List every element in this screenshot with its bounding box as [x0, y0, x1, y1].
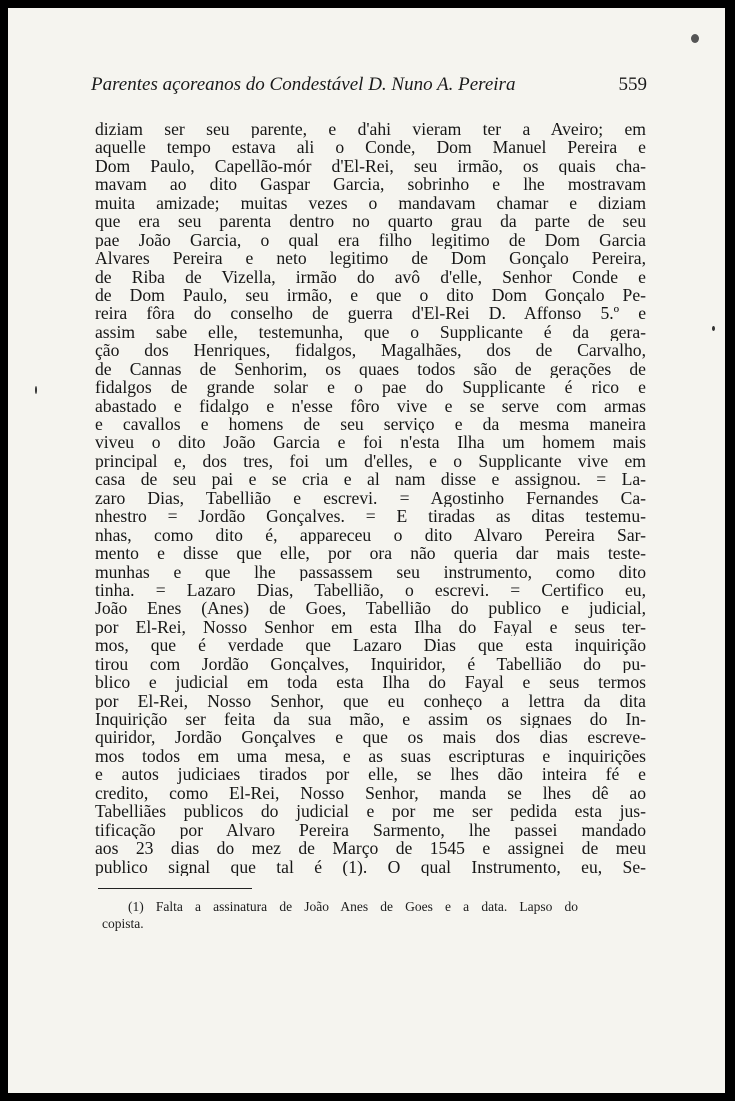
footnote-line: (1) Falta a assinatura de João Anes de Goes e a data. Lapso do	[128, 899, 578, 914]
text-line: mos todos em uma mesa, e as suas escripturas e inquirições	[95, 746, 646, 766]
book-page	[8, 8, 725, 1093]
page-number: 559	[618, 74, 647, 95]
text-line: credito, como El-Rei, Nosso Senhor, manda se lhes dê ao	[95, 783, 646, 803]
text-line: reira fôra do conselho de guerra d'El-Rei D. Affonso 5.º e	[95, 304, 646, 323]
ink-speck	[712, 326, 715, 331]
text-line: zaro Dias, Tabellião e escrevi. = Agostinho Fernandes Ca-	[95, 488, 646, 508]
text-line: tinha. = Lazaro Dias, Tabellião, o escrevi. = Certifico eu,	[95, 580, 646, 600]
text-line: e cavallos e homens de seu serviço e da mesma maneira	[95, 415, 646, 434]
scan-border-bottom	[0, 1093, 735, 1101]
text-line: quiridor, Jordão Gonçalves e que os mais dos dias escreve-	[95, 728, 646, 747]
text-line: fidalgos de grande solar e o pae do Supplicante é rico e	[95, 378, 646, 397]
text-line: e autos judiciaes tirados por elle, se lhes dão inteira fé e	[95, 765, 646, 784]
footnote	[102, 898, 578, 932]
text-line: pae João Garcia, o qual era filho legitimo de Dom Garcia	[95, 230, 646, 250]
text-line: nhestro = Jordão Gonçalves. = E tiradas as ditas testemu-	[95, 507, 646, 526]
text-line: abastado e fidalgo e n'esse fôro vive e se serve com armas	[95, 396, 646, 415]
text-line: nhas, como dito é, appareceu o dito Alvaro Pereira Sar-	[95, 525, 646, 545]
text-line: de Dom Paulo, seu irmão, e que o dito Dom Gonçalo Pe-	[95, 285, 646, 305]
text-line: por El-Rei, Nosso Senhor em esta Ilha do Fayal e seus ter-	[95, 617, 646, 637]
text-line: Tabelliães publicos do judicial e por me ser pedida esta jus-	[95, 802, 646, 821]
text-line: Inquirição ser feita da sua mão, e assim os signaes do In-	[95, 710, 646, 729]
text-line: de Riba de Vizella, irmão do avô d'elle, Senhor Conde e	[95, 267, 646, 286]
text-line: diziam ser seu parente, e d'ahi vieram ter a Aveiro; em	[95, 120, 646, 139]
text-line: de Cannas de Senhorim, os quaes todos são de gerações de	[95, 359, 646, 379]
text-line: principal e, dos tres, foi um d'elles, e o Supplicante vive em	[95, 451, 646, 471]
scan-border-right	[725, 0, 735, 1101]
ink-speck	[691, 34, 699, 43]
text-line: mento e disse que elle, por ora não queria dar mais teste-	[95, 544, 646, 563]
text-line: blico e judicial em toda esta Ilha do Fayal e seus termos	[95, 673, 646, 692]
text-line: que era seu parenta dentro no quarto grau da parte de seu	[95, 212, 646, 231]
text-line: Dom Paulo, Capellão-mór d'El-Rei, seu irmão, os quais cha-	[95, 156, 646, 176]
text-line: tirou com Jordão Gonçalves, Inquiridor, é Tabellião do pu-	[95, 654, 646, 674]
text-line: por El-Rei, Nosso Senhor, que eu conheço a lettra da dita	[95, 691, 646, 710]
ink-speck	[35, 386, 37, 394]
text-line: aquelle tempo estava ali o Conde, Dom Manuel Pereira e	[95, 138, 646, 157]
body-text	[95, 120, 646, 876]
footnote-line: copista.	[102, 916, 144, 931]
text-line: munhas e que lhe passassem seu instrumento, como dito	[95, 562, 646, 581]
footnote-rule	[98, 888, 252, 889]
text-line: viveu o dito João Garcia e foi n'esta Ilha um homem mais	[95, 433, 646, 452]
text-line: ção dos Henriques, fidalgos, Magalhães, dos de Carvalho,	[95, 341, 646, 360]
text-line: João Enes (Anes) de Goes, Tabellião do publico e judicial,	[95, 599, 646, 618]
text-line: assim sabe elle, testemunha, que o Supplicante é da gera-	[95, 322, 646, 342]
text-line: tificação por Alvaro Pereira Sarmento, lhe passei mandado	[95, 820, 646, 840]
text-line: Alvares Pereira e neto legitimo de Dom Gonçalo Pereira,	[95, 249, 646, 268]
text-line: publico signal que tal é (1). O qual Instrumento, eu, Se-	[95, 857, 646, 876]
running-head-title: Parentes açoreanos do Condestável D. Nuno A. Pereira	[91, 74, 516, 95]
text-line: mos, que é verdade que Lazaro Dias que esta inquirição	[95, 636, 646, 655]
text-line: aos 23 dias do mez de Março de 1545 e assignei de meu	[95, 839, 646, 858]
text-line: muita amizade; muitas vezes o mandavam chamar e diziam	[95, 193, 646, 213]
text-line: mavam ao dito Gaspar Garcia, sobrinho e lhe mostravam	[95, 175, 646, 194]
text-line: casa de seu pai e se cria e al nam disse e assignou. = La-	[95, 470, 646, 489]
